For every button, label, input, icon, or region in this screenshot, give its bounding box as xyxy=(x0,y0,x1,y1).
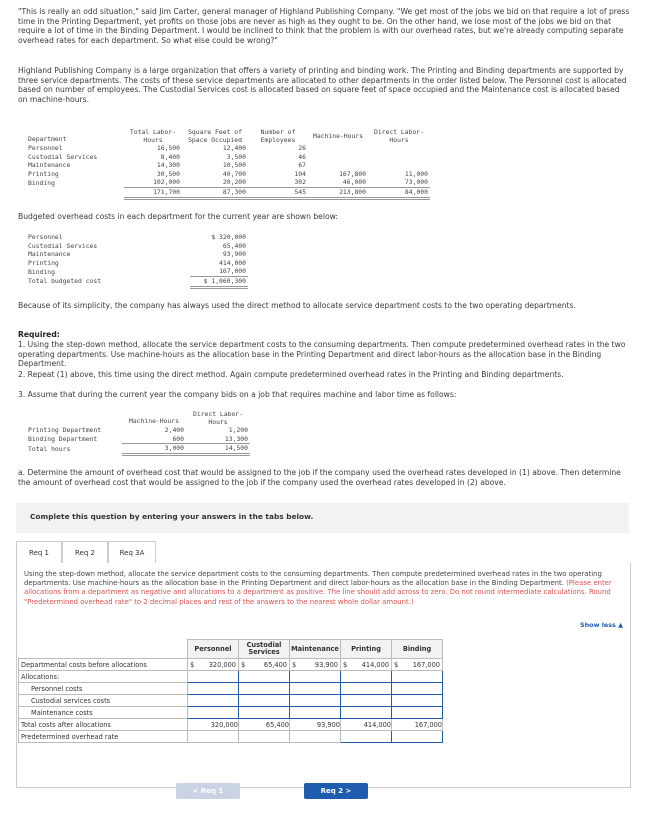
table3-header-direct-labor: Direct Labor-Hours xyxy=(192,410,244,426)
table-row: Binding 102,000 20,200 302 46,000 73,000 xyxy=(28,178,428,187)
input-cell[interactable] xyxy=(239,695,290,707)
table-row: Printing 30,500 40,700 104 167,800 11,000 xyxy=(28,169,428,178)
input-cell[interactable] xyxy=(290,683,341,695)
tab-req-2[interactable]: Req 2 xyxy=(62,541,108,565)
table-row xyxy=(19,671,443,683)
row-label-maintenance-costs: Maintenance costs xyxy=(19,707,188,719)
input-cell[interactable] xyxy=(341,695,392,707)
input-cell[interactable] xyxy=(188,707,239,719)
table-row: Custodial Services 65,400 xyxy=(28,241,246,250)
input-cell[interactable] xyxy=(392,671,443,683)
table1-header-row xyxy=(26,128,430,144)
required-item-3: 3. Assume that during the current year the company bids on a job that requires machine and labor time as follows: xyxy=(18,390,457,399)
table-row xyxy=(19,731,443,743)
table1-header-direct-labor: Direct Labor-Hours xyxy=(373,128,425,144)
table1-header-department: Department xyxy=(28,135,67,144)
intro-quote: "This is really an odd situation," said Jim Carter, general manager of Highland Publishing Company. "We get most of the jobs we bid on that require a lot of press time in the Printing Department, yet profits on those jobs are never as high as they ought to be. On the other hand, we lose most of the jobs we bid on that require a lot of time in the Binding Department. I would be inclined to think that the problem is with our overhead rates, but we're already computing separate overhead rates for each department. So what else could be wrong?" xyxy=(18,7,630,45)
show-less-link[interactable]: Show less ▲ xyxy=(580,621,623,629)
printing-rate-input[interactable] xyxy=(341,731,392,743)
grid-header-maintenance: Maintenance xyxy=(290,640,341,659)
table3-header-row xyxy=(26,410,250,426)
instructions-note: (Please enter allocations from a department as negative and allocations to a department as positive. The line should add across to zero. Do not round intermediate calculations. Round "Predetermined overhead rate" to 2 decimal places and rest of the answers to the nearest whole dollar amount.) xyxy=(24,579,612,606)
input-cell[interactable] xyxy=(290,695,341,707)
chevron-right-icon: > xyxy=(345,787,352,795)
input-cell[interactable] xyxy=(188,695,239,707)
prev-button[interactable]: < Req 1 xyxy=(176,783,240,799)
input-cell[interactable] xyxy=(392,707,443,719)
table-row: Total budgeted cost $ 1,060,300 xyxy=(28,276,246,286)
grid-header-binding: Binding xyxy=(392,640,443,659)
next-button[interactable]: Req 2 > xyxy=(304,783,368,799)
grid-header-custodial: Custodial Services xyxy=(239,640,290,659)
input-cell[interactable] xyxy=(392,695,443,707)
input-cell[interactable] xyxy=(188,683,239,695)
table3-header-machine: Machine-Hours xyxy=(128,417,180,426)
row-label-custodial-costs: Custodial services costs xyxy=(19,695,188,707)
instructions-banner xyxy=(16,503,629,533)
tab-req-3a[interactable]: Req 3A xyxy=(108,541,156,565)
table-row: Maintenance 14,300 10,500 67 xyxy=(28,161,306,170)
intro-description: Highland Publishing Company is a large organization that offers a variety of printing and binding work. The Printing and Binding departments are supported by three service departments. The costs of these service departments are allocated to other departments in the order listed below. The Personnel cost is allocated based on number of employees. The Custodial Services cost is allocated based on square feet of space occupied and the Maintenance cost is allocated based on machine-hours. xyxy=(18,66,627,104)
table1-header-machine: Machine-Hours xyxy=(312,132,364,140)
grid-header-printing: Printing xyxy=(341,640,392,659)
department-data-table xyxy=(26,128,430,200)
table-row: Personnel $ 320,000 xyxy=(28,233,246,241)
tab-req-1[interactable]: Req 1 xyxy=(16,541,62,565)
input-cell[interactable] xyxy=(341,707,392,719)
binding-rate-input[interactable] xyxy=(392,731,443,743)
input-cell[interactable] xyxy=(239,671,290,683)
table-row xyxy=(19,695,443,707)
input-cell[interactable] xyxy=(239,707,290,719)
table-row: Printing Department 2,400 1,200 xyxy=(28,426,248,434)
table-row xyxy=(19,707,443,719)
table-row: Binding 167,000 xyxy=(28,267,246,276)
input-cell[interactable] xyxy=(341,683,392,695)
direct-method-text: Because of its simplicity, the company has always used the direct method to allocate service department costs to the two operating departments. xyxy=(18,301,576,310)
table-row: Printing 414,000 xyxy=(28,258,246,267)
table1-header-labor: Total Labor-Hours xyxy=(129,128,177,144)
row-label-personnel-costs: Personnel costs xyxy=(19,683,188,695)
instructions-text: Using the step-down method, allocate the service department costs to the consuming departments. Then compute predetermined overhead rates in the two operating departments. Use machine-hours as the allocation base in the Printing Department and direct labor-hours as the allocation base in the Binding Department. xyxy=(24,570,602,588)
table1-header-employees: Number of Employees xyxy=(260,128,296,144)
job-hours-table xyxy=(26,410,250,456)
complete-label: Complete this question by entering your answers in the tabs below. xyxy=(30,512,314,521)
row-label-before: Departmental costs before allocations xyxy=(19,659,188,671)
table-row: Total costs after allocations 320,000 65,400 93,900 414,000 167,000 xyxy=(19,719,443,731)
required-title: Required: xyxy=(18,330,60,339)
part-a-text: a. Determine the amount of overhead cost that would be assigned to the job if the company used the overhead rates developed in (1) above. Then determine the amount of overhead cost that would be assigned to the job if the company used the overhead rates developed in (2) above. xyxy=(18,468,621,487)
row-label-total-after: Total costs after allocations xyxy=(19,719,188,731)
input-cell[interactable] xyxy=(290,671,341,683)
grid-header-personnel: Personnel xyxy=(188,640,239,659)
input-cell[interactable] xyxy=(392,683,443,695)
table-row: Personnel 16,500 12,400 26 xyxy=(28,144,306,152)
table-row: 171,700 87,300 545 213,800 84,000 xyxy=(26,187,430,198)
table-row: Maintenance 93,900 xyxy=(28,250,246,259)
budget-table xyxy=(26,233,248,289)
table-row: Custodial Services 8,400 3,500 46 xyxy=(28,152,306,161)
panel-instructions xyxy=(24,570,621,607)
budget-intro: Budgeted overhead costs in each department for the current year are shown below: xyxy=(18,212,338,221)
input-cell[interactable] xyxy=(341,671,392,683)
table1-header-space: Square Feet of Space Occupied xyxy=(188,128,242,144)
required-item-2: 2. Repeat (1) above, this time using the direct method. Again compute predetermined overhead rates in the Printing and Binding departments. xyxy=(18,370,564,379)
table-row: Departmental costs before allocations $ 320,000 $ 65,400 $ 93,900 $ 414,000 $ 167,000 xyxy=(19,659,443,671)
input-cell[interactable] xyxy=(188,671,239,683)
input-cell[interactable] xyxy=(239,683,290,695)
table-row: Binding Department 600 13,300 xyxy=(28,434,248,443)
grid-header-row xyxy=(19,640,443,659)
table-row xyxy=(19,683,443,695)
input-cell[interactable] xyxy=(290,707,341,719)
table-row: Total hours 3,000 14,500 xyxy=(28,444,248,453)
required-item-1: 1. Using the step-down method, allocate the service department costs to the consuming departments. Then compute predetermined overhead rates in the two operating departments. Use machine-hours as the allocation base in the Printing Department and direct labor-hours as the allocation base in the Binding Department. xyxy=(18,340,626,369)
chevron-left-icon: < xyxy=(192,787,199,795)
row-label-allocations: Allocations: xyxy=(19,671,188,683)
row-label-rate: Predetermined overhead rate xyxy=(19,731,188,743)
step-down-allocation-grid xyxy=(18,639,443,743)
caret-up-icon: ▲ xyxy=(618,621,623,629)
